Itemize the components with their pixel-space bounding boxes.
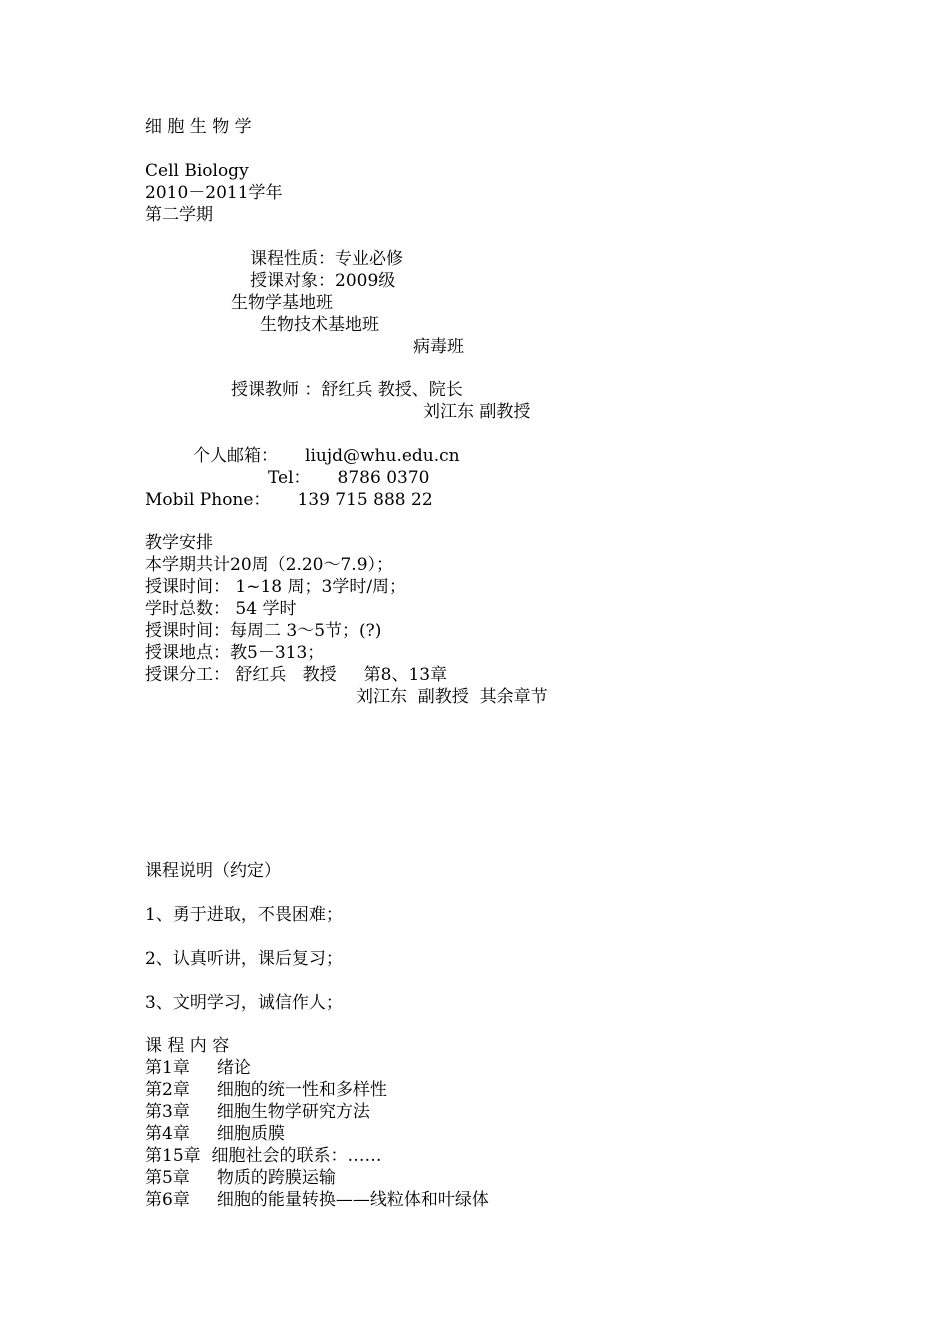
rule-item: 3、文明学习，诚信作人； — [145, 993, 343, 1013]
schedule-heading: 教学安排 — [145, 533, 213, 553]
chapter-item: 第6章 细胞的能量转换——线粒体和叶绿体 — [145, 1190, 489, 1210]
rule-item: 2、认真听讲，课后复习； — [145, 949, 343, 969]
chapter-item: 第4章 细胞质膜 — [145, 1124, 285, 1144]
rules-heading: 课程说明（约定） — [145, 861, 281, 881]
chapter-item: 第2章 细胞的统一性和多样性 — [145, 1080, 387, 1100]
academic-year: 2010－2011学年 — [145, 183, 283, 203]
doc-subtitle-en: Cell Biology — [145, 161, 249, 181]
schedule-day-time: 授课时间：每周二 3～5节；(?) — [145, 621, 382, 641]
schedule-weeks: 本学期共计20周（2.20～7.9）； — [145, 555, 394, 575]
email-line: 个人邮箱： liujd@whu.edu.cn — [193, 446, 460, 466]
audience-class-2: 生物技术基地班 — [260, 315, 379, 335]
chapter-item: 第3章 细胞生物学研究方法 — [145, 1102, 370, 1122]
audience-class-1: 生物学基地班 — [231, 293, 333, 313]
rule-item: 1、勇于进取，不畏困难； — [145, 905, 343, 925]
audience-class-3: 病毒班 — [413, 337, 464, 357]
course-audience: 授课对象：2009级 — [250, 271, 396, 291]
chapter-item: 第15章 细胞社会的联系：…… — [145, 1146, 382, 1166]
tel-line: Tel： 8786 0370 — [268, 468, 430, 488]
course-nature: 课程性质：专业必修 — [250, 249, 403, 269]
schedule-division-1: 授课分工： 舒红兵 教授 第8、13章 — [145, 665, 448, 685]
chapter-item: 第5章 物质的跨膜运输 — [145, 1168, 336, 1188]
teachers-line: 授课教师 ：舒红兵 教授、院长 — [231, 380, 463, 400]
schedule-place: 授课地点：教5－313； — [145, 643, 325, 663]
schedule-total-hours: 学时总数： 54 学时 — [145, 599, 297, 619]
mobile-line: Mobil Phone： 139 715 888 22 — [145, 490, 433, 510]
doc-title: 细 胞 生 物 学 — [145, 117, 252, 137]
schedule-time: 授课时间： 1~18 周；3学时/周； — [145, 577, 407, 597]
chapter-item: 第1章 绪论 — [145, 1058, 251, 1078]
schedule-division-2: 刘江东 副教授 其余章节 — [356, 687, 548, 707]
semester: 第二学期 — [145, 205, 213, 225]
teacher-2: 刘江东 副教授 — [423, 402, 531, 422]
content-heading: 课 程 内 容 — [145, 1036, 230, 1056]
